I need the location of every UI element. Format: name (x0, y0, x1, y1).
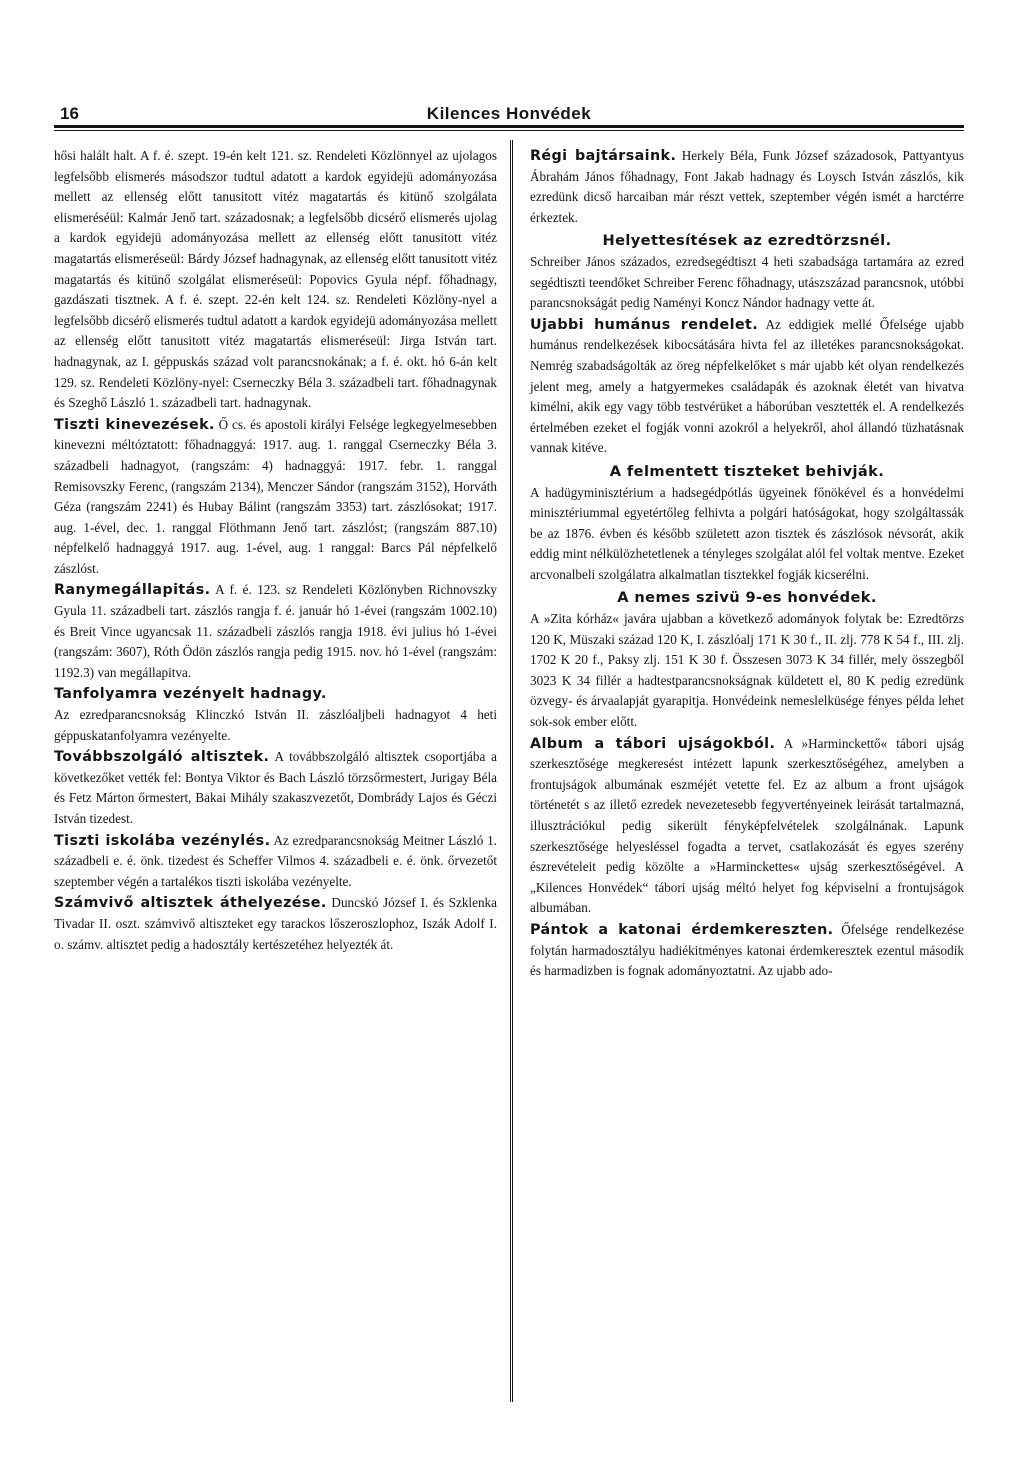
article-tanfolyam (54, 684, 497, 746)
article-pantok (530, 920, 964, 982)
article-body: Schreiber János százados, ezredsegédtiszt 4 heti szabadsága tartamára az ezred segédtiszti teendőket Schreiber Ferenc főhadnagy, utászszázad parancsnok, utóbbi parancsnokságát pedig Naményi Koncz Nándor hadnagy vette át. (530, 253, 964, 311)
left-column (54, 146, 497, 955)
article-humanus-rendelet (530, 315, 964, 459)
article-tiszti-kinevezesek (54, 415, 497, 580)
article-heading: Számvivő altisztek áthelyezése. (54, 895, 327, 912)
article-body: A f. é. 123. sz Rendeleti Közlönyben Richnovszky Gyula 11. századbeli tart. zászlós rangja f. é. január hó 1-évei (rangszám 1002.10) és Breit Vince ugyancsak 11. századbeli zászlós rangja 1918. évi julius hó 1-évei (rangszám: 3607), Róth Ödön zászlós rangja pedig 1915. nov. hó 1-ével (rangszám: 1192.3) van megállapitva. (54, 582, 497, 680)
running-title: Kilences Honvédek (426, 104, 592, 123)
article-body: A hadügyminisztérium a hadsegédpótlás ügyeinek főnökével és a honvédelmi minisztériummal egyetértőleg felhivta a polgári hatóságokat, hogy szolgáltassák be az 1876. évben és később született azon tisztek és zászlósok névsorát, akik eddig mint nélkülözhetetlenek a tényleges szolgálat alól fel voltak mentve. Ezeket arcvonalbeli szolgálatra alkalmatlan tisztekkel fogják kicserélni. (530, 484, 964, 582)
article-heading-centered (530, 231, 964, 252)
article-rangmegallapitas (54, 580, 497, 683)
article-regi-bajtarsaink (530, 146, 964, 228)
article-album (530, 734, 964, 919)
article-body: Az ezredparancsnokság Klinczkó István II. zászlóaljbeli hadnagyot 4 heti géppuskatanfolyamra vezényelte. (54, 707, 497, 743)
article-heading: Pántok a katonai érdemkereszten. (530, 921, 834, 938)
header-rule-thin (54, 130, 964, 131)
right-column (530, 146, 964, 982)
article-body: A továbbszolgáló altisztek csoportjába a következőket vették fel: Bontya Viktor és Bach László törzsőrmestert, Jurigay Béla és Fetz Márton őrmestert, Bakai Mihály szakaszvezetőt, Dombrády Lajos és Géczi István tizedest. (54, 749, 497, 826)
article-heading: Helyettesítések az ezredtörzsnél. (602, 232, 892, 250)
article-tiszti-iskola (54, 831, 497, 893)
article-heading: A felmentett tiszteket behivják. (609, 462, 885, 480)
article-heading: Album a tábori ujságokból. (530, 735, 776, 752)
article-body: Herkely Béla, Funk József századosok, Pattyantyus Ábrahám János főhadnagy, Font Jakab hadnagy és Loysch István zászlós, kik ezredünk dicső harcaiban már részt vettek, szeptember végén ismét a harctérre érkeztek. (530, 148, 964, 225)
article-heading: Régi bajtársaink. (530, 148, 677, 164)
page-number: 16 (60, 104, 79, 123)
article-heading: Tiszti iskolába vezénylés. (54, 832, 271, 849)
article-body: Az eddigiek mellé Őfelsége ujabb humánus rendelkezések kibocsátására hivta fel az illetékes parancsnokságokat. Nemrég szabadságolták az öreg népfelkelőket s már ujabb két olyan rendelkezés jelent meg, amely a hatgyermekes családapák és azoknak életét van hivatva kimélni, akik egy vagy több testvérüket a háborúban vesztették el. A rendelkezés értelmében ezeket el fogják vonni azokról a helyekről, ahol állandó tüzhatásnak vannak kitéve. (530, 316, 964, 456)
header-rule (54, 125, 964, 128)
page-header (54, 104, 964, 124)
article-heading: Ranymegállapitás. (54, 582, 211, 599)
article-heading-centered (530, 462, 964, 483)
article-heading: Tanfolyamra vezényelt hadnagy. (54, 686, 327, 703)
article-body: Az ezredparancsnokság Meitner László 1. századbeli e. é. önk. tizedest és Scheffer Vilmos 4. századbeli e. é. önk. őrvezetőt szeptember végén a tartalékos tiszti iskolába vezényelte. (54, 832, 497, 889)
article-szamvivo (54, 893, 497, 955)
article-body: Ő cs. és apostoli királyi Felsége legkegyelmesebben kinevezni méltóztatott: főhadnaggyá: 1917. aug. 1. ranggal Cserneczky Béla 3. századbeli hadnagyot, (rangszám: 4) hadnaggyá: 1917. febr. 1. ranggal Remisovszky Ferenc, (rangszám 2134), Menczer Sándor (rangszám 3152), Horváth Géza (rangszám 2241) és Hubay Bálint (rangszám 3353) tart. zászlósokat; 1917. aug. 1-ével, dec. 1. ranggal Flöthmann Jenő tart. zászlóst; (rangszám 887.10) népfelkelő hadnaggyá 1917. aug. 1-ével, aug. 1 ranggal: Barcs Pál népfelkelő zászlóst. (54, 416, 497, 576)
article-heading: Továbbszolgáló altisztek. (54, 749, 270, 766)
article-body: A »Harminckettő« tábori ujság szerkesztősége megkeresést intézett lapunk szerkesztőségéhez, amelyben a frontujságok albumának eszméjét vetette fel. Ez az album a front ujságok történetét s az illető ezredek nevezetesebb fegyvertényeinek leirását tartalmazná, illusztrációkul pedig sikerült fényképfelvételek szolgálnának. Lapunk szerkesztősége helyesléssel fogadta a tervet, csatlakozását és egyes szerény észrevételeit pedig közölte a »Harminckettes« ujság szerkesztőségével. A „Kilences Honvédek“ tábori ujság méltó helyet fog képviselni a frontujságok albumában. (530, 735, 964, 916)
article-body: Duncskó József I. és Szklenka Tivadar II. oszt. számvivő altiszteket egy tarackos lőszeroszlophoz, Iszák Adolf I. o. számv. altisztet pedig a hadosztály kertészetéhez helyezték át. (54, 895, 497, 952)
article-tovabbszolgalo (54, 747, 497, 829)
article-heading: A nemes szivü 9-es honvédek. (617, 589, 877, 607)
article-heading: Ujabbi humánus rendelet. (530, 316, 759, 333)
article-body: Őfelsége rendelkezése folytán harmadosztályu hadiékitményes katonai érdemkeresztek ezentul második és harmadizben is fognak adományoztatni. Az ujabb ado- (530, 921, 964, 979)
article-heading-centered (530, 588, 964, 609)
continued-paragraph: hősi halált halt. A f. é. szept. 19-én kelt 121. sz. Rendeleti Közlönnyel az ujolagos legfelsőbb elismerés másodszor tudtul adatott a kardok egyidejü adományozása mellett az ellenség előtt tanusitott vitéz magatartás és kitünő szolgálata elismeréséül: Kalmár Jenő tart. századosnak; a legfelsőbb dicsérő elismerés ujolag a kardok egyidejü adományozása mellett az ellenség előtt tanusitott vitéz magatartás elismeréseül: Bárdy József hadnagynak, az ellenség előtt tanusitott vitéz magatartás és kitünő szolgálat elismeréseül: Popovics Gyula népf. főhadnagy, gazdászati tisztnek. A f. é. szept. 22-én kelt 124. sz. Rendeleti Közlöny-nyel a legfelsőbb dicsérő elismerés tudtul adatott a kardok egyidejü adományozása mellett az ellenség előtt tanusitott vitéz magatartás elismeréseül: Jirga István tart. hadnagynak, az I. géppuskás század volt parancsnokának; a f. é. okt. hó 6-án kelt 129. sz. Rendeleti Közlöny-nyel: Cserneczky Béla 3. századbeli tart. főhadnagynak és Szeghő László 1. századbeli tart. hadnagynak. (54, 148, 497, 411)
column-divider (510, 140, 513, 1402)
article-body: A »Zita kórház« javára ujabban a következő adományok folytak be: Ezredtörzs 120 K, Müszaki század 120 K, I. zászlóalj 171 K 30 f., II. zlj. 778 K 54 f., III. zlj. 1702 K 20 f., Paksy zlj. 151 K 30 f. Összesen 3073 K 34 fillér, mely összegből 3023 K 34 fillér a hadtestparancsnokságnak küldetett el, 80 K pedig ezredünk özvegy- és árvaalapját gyarapitja. Honvédeink nemeslelküsége fényes példa lehet sok-sok ember előtt. (530, 611, 964, 730)
article-heading: Tiszti kinevezések. (54, 416, 215, 433)
